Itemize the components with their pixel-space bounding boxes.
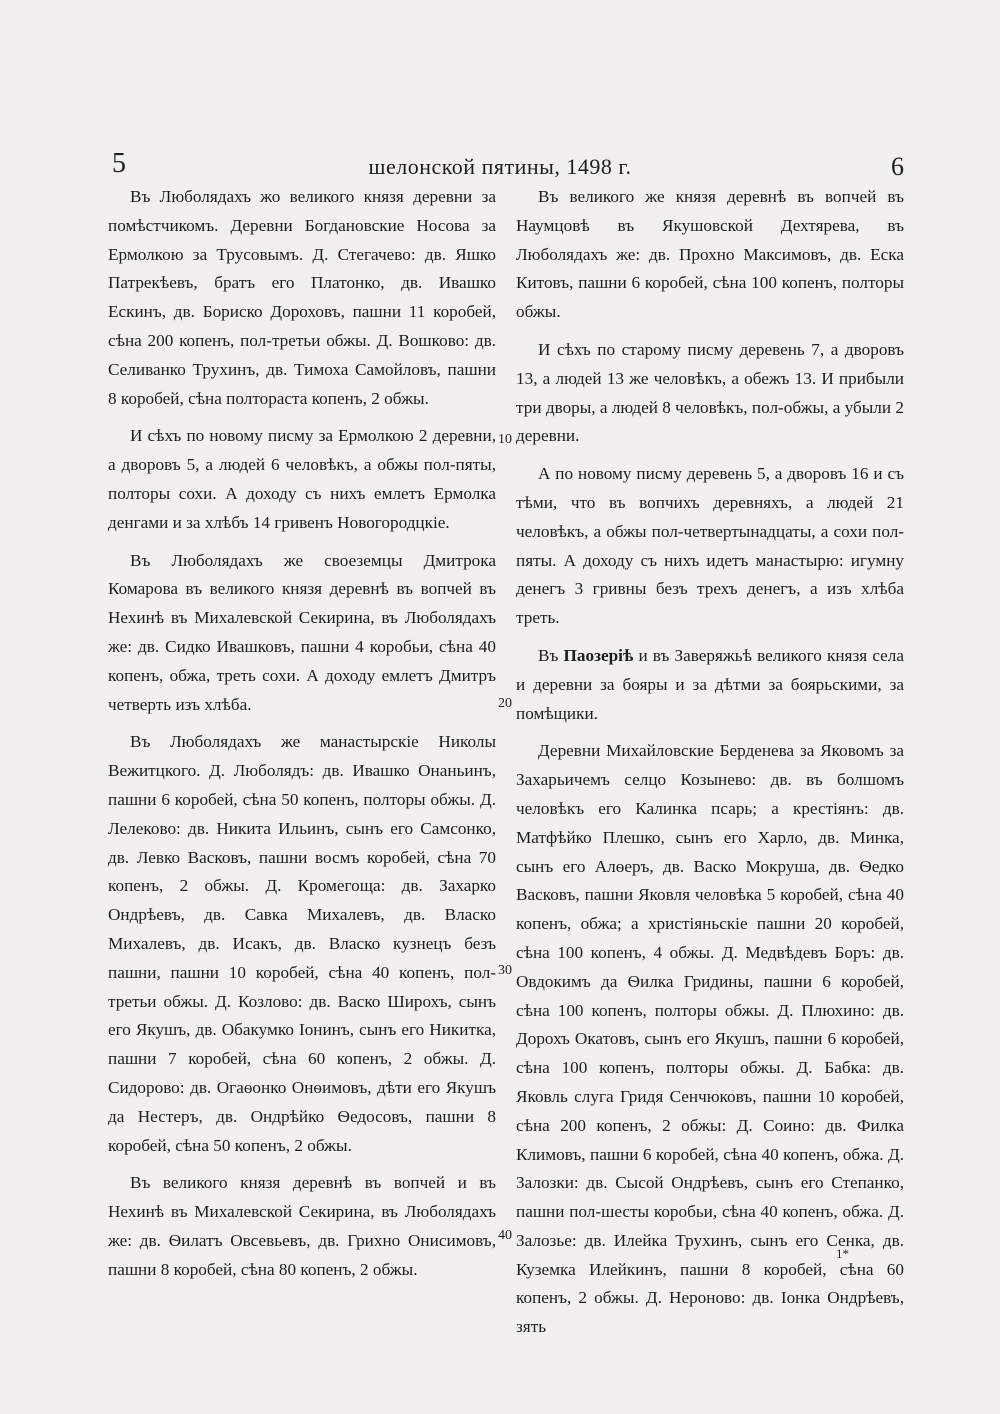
paragraph: И сѣхъ по новому писму за Ермолкою 2 деревни, а дворовъ 5, а людей 6 человѣкъ, а обжы пол-пяты, полторы сохи. А доходу съ нихъ емлетъ Ермолка денгами и за хлѣбъ 14 гривенъ Новогородцкіе.	[108, 426, 496, 532]
paragraph: Въ Люболядахъ жо великого князя деревни за помѣстчикомъ. Деревни Богдановские Носова за Ермолкою за Трусовымъ. Д. Стегачево: дв. Яшко Патрекѣевъ, братъ его Платонко, дв. Ивашко Ескинъ, дв. Бориско Дороховъ, пашни 11 коробей, сѣна 200 копенъ, пол-третьи обжы. Д. Вошково: дв. Селиванко Трухинъ, дв. Тимоха Самойловъ, пашни 8 коробей, сѣна полтораста копенъ, 2 обжы.	[108, 187, 496, 408]
paragraph: Деревни Михайловские Берденева за Яковомъ за Захарьичемъ селцо Козынево: дв. въ болшомъ человѣкъ его Калинка псарь; а крестіянъ: дв. Матфѣйко Плешко, сынъ его Харло, дв. Минка, сынъ его Алѳеръ, дв. Васко Мокруша, дв. Ѳедко Васковъ, пашни Яковля человѣка 5 коробей, сѣна 40 копенъ, обжа; а христіяньскіе пашни 20 коробей, сѣна 100 копенъ, 4 обжы. Д. Медвѣдевъ Боръ: дв. Овдокимъ да Ѳилка Гридины, пашни 6 коробей, сѣна 100 копенъ, полторы обжы. Д. Плюхино: дв. Дорохъ Окатовъ, сынъ его Якушъ, пашни 6 коробей, сѣна 100 копенъ, полторы обжы. Д. Бабка: дв. Яковль слуга Гридя Сенчюковъ, пашни 10 коробей, сѣна 200 копенъ, 2 обжы: Д. Соино: дв. Филка Климовъ, пашни 6 коробей, сѣна 40 копенъ, обжа. Д. Залозки: дв. Сысой Ондрѣевъ, сынъ его Степанко, пашни пол-шесты коробьи, сѣна 40 копенъ, обжа. Д. Залозье: дв. Илейка Трухинъ, сынъ его Сенка, дв. Куземка Илейкинъ, пашни 8 коробей, сѣна 60 копенъ, 2 обжы. Д. Нероново: дв. Іонка Ондрѣевъ, зять	[516, 741, 904, 1337]
page-header	[0, 148, 1000, 188]
line-number: 30	[498, 963, 512, 978]
paragraph: А по новому писму деревень 5, а дворовъ 16 и съ тѣми, что въ вопчихъ деревняхъ, а людей 21 человѣкъ, а обжы пол-четвертынадцаты, а сохи пол-пяты. А доходу съ нихъ идетъ манастырю: игумну денегъ 3 гривны безъ трехъ денегъ, а изъ хлѣба треть.	[516, 464, 904, 628]
paragraph: И сѣхъ по старому писму деревень 7, а дворовъ 13, а людей 13 же человѣкъ, а обежъ 13. И прибыли три дворы, а людей 8 человѣкъ, пол-обжы, а убыли 2 деревни.	[516, 339, 904, 446]
paragraph: Въ великого же князя деревнѣ въ вопчей въ Наумцовѣ въ Якушовской Дехтярева, въ Люболядахъ же: дв. Прохно Максимовъ, дв. Еска Китовъ, пашни 6 коробей, сѣна 100 копенъ, полторы обжы.	[516, 187, 904, 322]
right-column	[516, 183, 904, 1342]
left-column	[108, 183, 496, 1284]
page-number-right: 6	[891, 152, 904, 181]
page-number-left: 5	[112, 148, 126, 179]
signature-mark: 1*	[836, 1246, 849, 1261]
line-number: 10	[498, 432, 512, 447]
running-title: шелонской пятины, 1498 г.	[368, 154, 632, 179]
line-number: 20	[498, 696, 512, 711]
paragraph: Въ Люболядахъ же своеземцы Дмитрока Комарова въ великого князя деревнѣ въ вопчей въ Нехинѣ въ Михалевской Секирина, въ Люболядахъ же: дв. Сидко Ивашковъ, пашни 4 коробьи, сѣна 40 копенъ, обжа, треть сохи. А доходу емлетъ Дмитръ четверть изъ хлѣба.	[108, 550, 496, 714]
text-run: Въ	[538, 645, 564, 665]
paragraph: Въ Люболядахъ же манастырскіе Николы Вежитцкого. Д. Люболядъ: дв. Ивашко Онаньинъ, пашни 6 коробей, сѣна 50 копенъ, полторы обжы. Д. Лелеково: дв. Никита Ильинъ, сынъ его Самсонко, дв. Левко Васковъ, пашни восмъ коробей, сѣна 70 копенъ, 2 обжы. Д. Кромегоща: дв. Захарко Ондрѣевъ, дв. Савка Михалевъ, дв. Власко Михалевъ, дв. Исакъ, дв. Власко кузнецъ безъ пашни, пашни 10 коробей, сѣна 40 копенъ, пол-третьи обжы. Д. Козлово: дв. Васко Широхъ, сынъ его Якушъ, дв. Обакумко Іонинъ, сынъ его Никитка, пашни 7 коробей, сѣна 60 копенъ, 2 обжы. Д. Сидорово: дв. Огаѳонко Онѳимовъ, дѣти его Якушъ да Нестеръ, дв. Ондрѣйко Ѳедосовъ, пашни 8 коробей, сѣна 50 копенъ, 2 обжы.	[108, 732, 496, 1155]
paragraph: Въ великого князя деревнѣ въ вопчей и въ Нехинѣ въ Михалевской Секирина, въ Люболядахъ же: дв. Ѳилатъ Овсевьевъ, дв. Грихно Онисимовъ, пашни 8 коробей, сѣна 80 копенъ, 2 обжы.	[108, 1173, 496, 1279]
place-name-bold: Паозеріѣ	[563, 645, 634, 665]
paragraph	[516, 642, 904, 728]
text-run: и въ Заверяжьѣ великого князя села и деревни за бояры и за дѣтми за боярьскими, за помѣщики.	[516, 645, 904, 723]
line-number: 40	[498, 1228, 512, 1243]
